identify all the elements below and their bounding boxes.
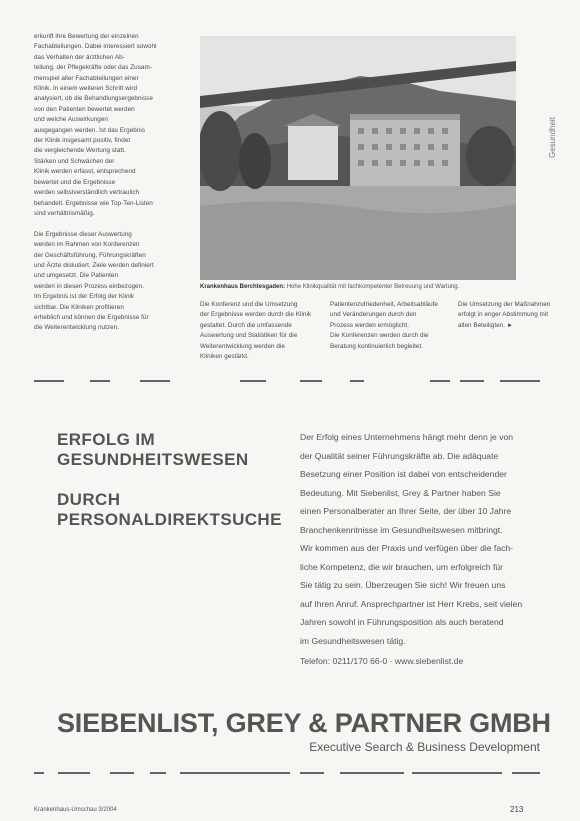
company-name: SIEBENLIST, GREY & PARTNER GMBH bbox=[57, 708, 551, 738]
clinic-photo bbox=[200, 36, 516, 280]
photo-caption-text: Hohe Klinikqualität mit fachkompetenter Betreuung und Wartung. bbox=[286, 284, 460, 290]
company-tagline: Executive Search & Business Development bbox=[309, 740, 540, 754]
ad-heading-line: GESUNDHEITSWESEN bbox=[57, 450, 249, 469]
article-column-1: erkunft ihre Bewertung der einzelnen Fachabteilungen. Dabei interessiert sowohl das Verhalten der ärztlichen Ab- teilung, der Pflegekräfte oder das Zusam- menspiel aller Fachabteilungen einer Klinik. In einem weiteren Schritt wird analysiert, ob die Behandlungsergebnisse von den Patienten bewertet werden und welche Auswirkungen ausgegangen werden. Ist das Ergebnis der Klinik insgesamt positiv, findet die vergleichende Wertung statt. Stärken und Schwächen der Klinik werden erfasst, entsprechend bewertet und die Ergebnisse werden selbstverständlich vertraulich behandelt. Ergebnisse wie Top-Ten-Listen sind verhältnismäßig. Die Ergebnisse dieser Auswertung werden im Rahmen von Konferenzen der Geschäftsführung, Führungskräften und Ärzte diskutiert. Ziele werden definiert und umgesetzt. Die Patienten werden in diesen Prozess einbezogen. Im Ergebnis ist der Erfolg der Klinik sichtbar. Die Kliniken profitieren erheblich und können die Ergebnisse für die Weiterentwicklung nutzen. bbox=[34, 33, 157, 332]
page-number: 213 bbox=[510, 805, 524, 814]
ad-heading-search bbox=[57, 490, 287, 530]
section-tab: Gesundheit bbox=[548, 117, 557, 158]
ad-heading-success bbox=[57, 430, 287, 470]
article-column-3: Patientenzufriedenheit, Arbeitsabläufe und Veränderungen durch den Prozess werden ermöglicht. Die Konferenzen werden durch die Beratung kontinuierlich begleitet. bbox=[330, 301, 438, 350]
ad-heading-line: DURCH bbox=[57, 490, 121, 509]
ad-body-text: Der Erfolg eines Unternehmens hängt mehr denn je von der Qualität seiner Führungskräfte ab. Die adäquate Besetzung einer Position ist dabei von entscheidender Bedeutung. Mit Siebenlist, Grey & Partner haben Sie einen Personalberater an Ihrer Seite, der über 10 Jahre Branchenkenntnisse im Gesundheitswesen mitbringt. Wir kommen aus der Praxis und verfügen über die fach- liche Kompetenz, die wir brauchen, um erfolgreich für Sie tätig zu sein. Überzeugen Sie sich! Wir freuen uns auf Ihren Anruf. Ansprechpartner ist Herr Krebs, seit vielen Jahren sowohl in Führungsposition als auch beratend im Gesundheitswesen tätig. bbox=[300, 432, 523, 646]
clinic-photo-image bbox=[200, 36, 516, 280]
article-column-2: Die Konferenz und die Umsetzung der Ergebnisse werden durch die Klinik gestaltet. Durch die umfassende Auswertung und Statistiken für die Weiterentwicklung werden die Kliniken gestärkt. bbox=[200, 301, 312, 361]
photo-caption bbox=[200, 284, 520, 290]
journal-name: Krankenhaus-Umschau 3/2004 bbox=[34, 807, 117, 813]
article-column-4: Die Umsetzung der Maßnahmen erfolgt in enger Abstimmung mit allen Beteiligten. ► bbox=[458, 301, 551, 329]
ad-heading-line: ERFOLG IM bbox=[57, 430, 156, 449]
ad-contact: Telefon: 0211/170 66-0 · www.siebenlist.de bbox=[300, 656, 464, 666]
ad-heading-line: PERSONALDIREKTSUCHE bbox=[57, 510, 282, 529]
photo-caption-title: Krankenhaus Berchtesgaden: bbox=[200, 284, 286, 290]
